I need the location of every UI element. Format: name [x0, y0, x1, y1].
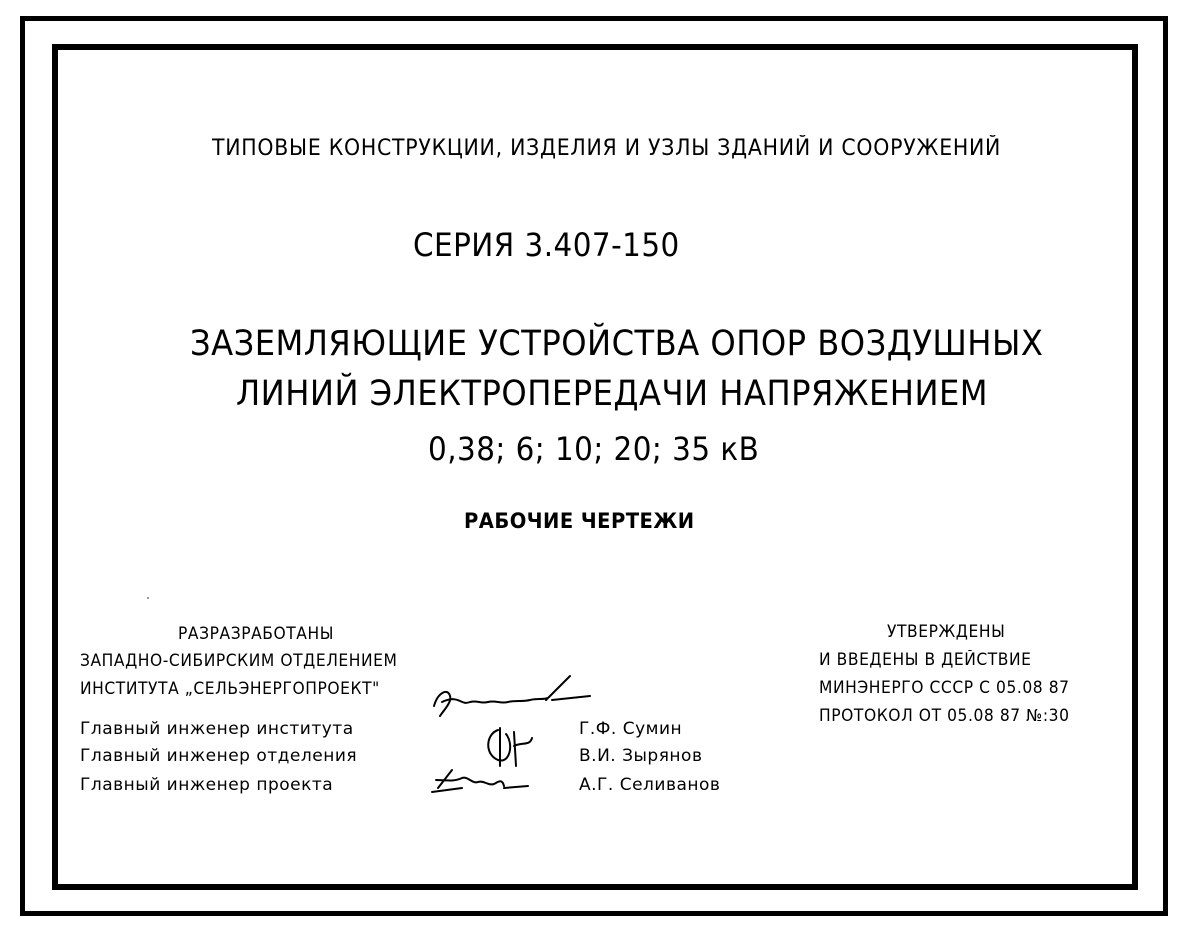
document-subtitle: РАБОЧИЕ ЧЕРТЕЖИ	[464, 509, 695, 533]
document-header: ТИПОВЫЕ КОНСТРУКЦИИ, ИЗДЕЛИЯ И УЗЛЫ ЗДАНИЙ И СООРУЖЕНИЙ	[212, 136, 1002, 161]
signature-selivanov	[432, 766, 532, 802]
signatory-role: Главный инженер проекта	[80, 775, 334, 795]
voltage-line: 0,38; 6; 10; 20; 35 кВ	[428, 430, 760, 468]
developed-heading: РАЗРАЗРАБОТАНЫ	[178, 624, 334, 643]
signature-sumin	[430, 672, 600, 732]
signatory-name: Г.Ф. Сумин	[579, 719, 683, 739]
signatory-name: А.Г. Селиванов	[579, 775, 721, 795]
approved-line: И ВВЕДЕНЫ В ДЕЙСТВИЕ	[819, 650, 1032, 669]
signature-zyryanov	[470, 724, 540, 770]
title-line: ЛИНИЙ ЭЛЕКТРОПЕРЕДАЧИ НАПРЯЖЕНИЕМ	[236, 374, 989, 414]
approved-line: МИНЭНЕРГО СССР С 05.08 87	[819, 678, 1070, 697]
developed-org-line: ЗАПАДНО-СИБИРСКИМ ОТДЕЛЕНИЕМ	[80, 651, 398, 670]
signatory-role: Главный инженер института	[80, 719, 354, 739]
scan-speck	[147, 597, 149, 599]
series-number: СЕРИЯ 3.407-150	[413, 226, 680, 264]
signatory-name: В.И. Зырянов	[579, 746, 703, 766]
approved-heading: УТВЕРЖДЕНЫ	[887, 622, 1006, 641]
approved-line: ПРОТОКОЛ ОТ 05.08 87 №:30	[819, 706, 1070, 725]
title-line: ЗАЗЕМЛЯЮЩИЕ УСТРОЙСТВА ОПОР ВОЗДУШНЫХ	[190, 324, 1044, 364]
developed-org-line: ИНСТИТУТА „СЕЛЬЭНЕРГОПРОЕКТ"	[80, 679, 380, 698]
signatory-role: Главный инженер отделения	[80, 746, 358, 766]
